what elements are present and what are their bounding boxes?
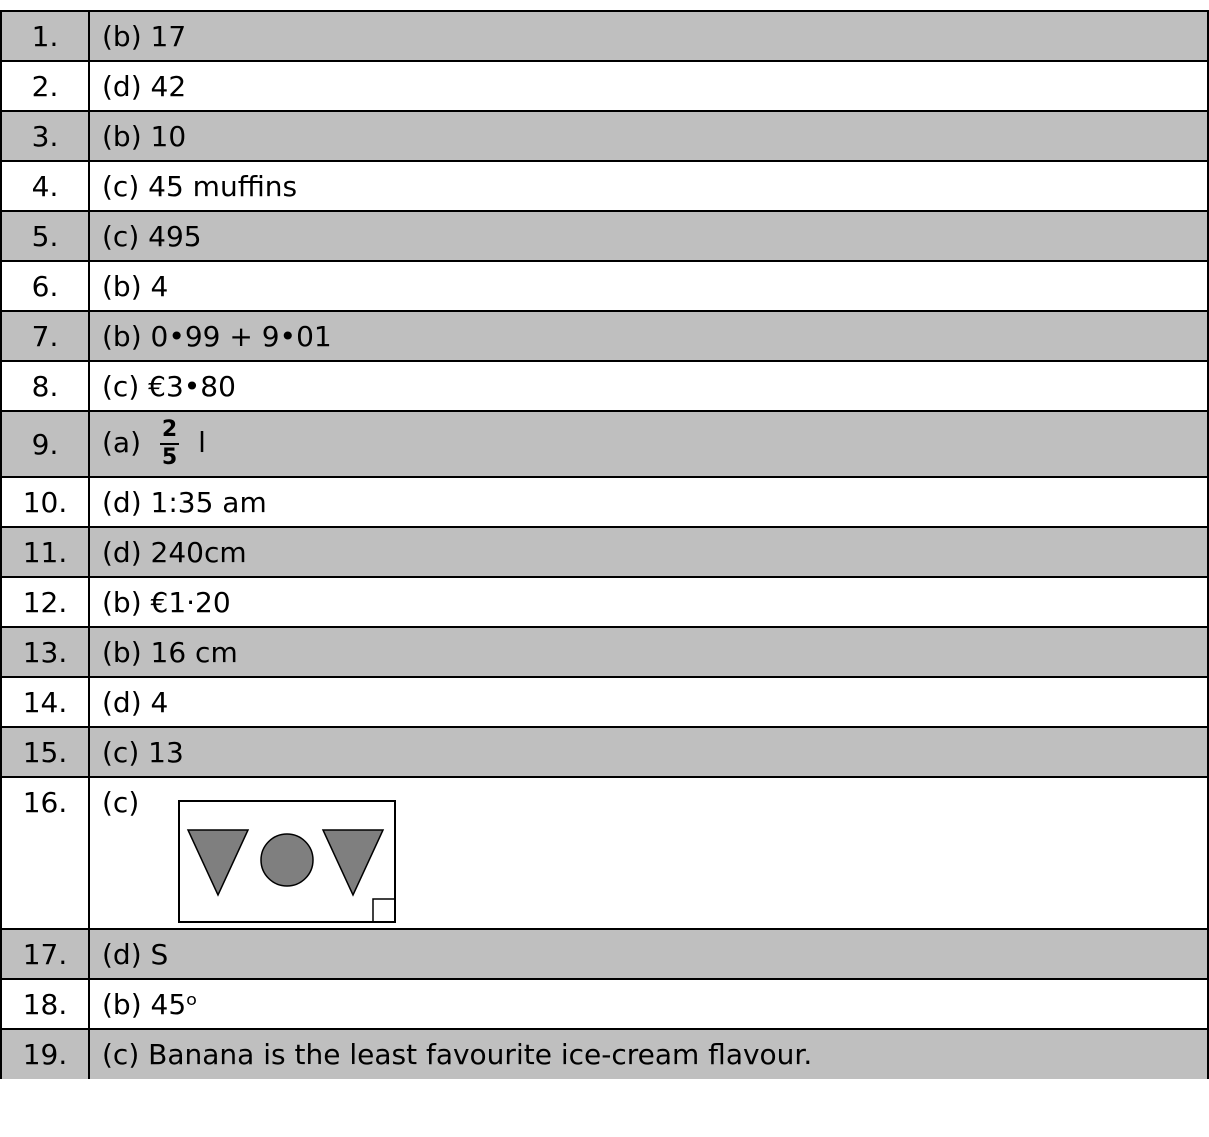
answer-option: (c) — [102, 786, 140, 819]
table-row — [1, 11, 1208, 61]
table-row — [1, 111, 1208, 161]
fraction-denominator: 5 — [161, 445, 178, 470]
table-row — [1, 727, 1208, 777]
question-number: 8. — [1, 361, 89, 411]
table-row — [1, 527, 1208, 577]
unit-label: l — [198, 426, 206, 459]
question-number: 15. — [1, 727, 89, 777]
table-row — [1, 161, 1208, 211]
answer-text: (b) 45ᵒ — [89, 979, 1208, 1029]
question-number: 7. — [1, 311, 89, 361]
question-number: 9. — [1, 411, 89, 477]
answer-text: (b) 10 — [89, 111, 1208, 161]
question-number: 17. — [1, 929, 89, 979]
table-row — [1, 577, 1208, 627]
answer-text: (c) €3•80 — [89, 361, 1208, 411]
question-number: 4. — [1, 161, 89, 211]
question-number: 19. — [1, 1029, 89, 1079]
question-number: 12. — [1, 577, 89, 627]
answer-text: (c) 495 — [89, 211, 1208, 261]
table-row — [1, 361, 1208, 411]
table-row — [1, 677, 1208, 727]
answer-text: (d) 240cm — [89, 527, 1208, 577]
table-row — [1, 1029, 1208, 1079]
shapes-figure — [178, 800, 398, 924]
answer-text: (b) 17 — [89, 11, 1208, 61]
answer-cell — [89, 777, 1208, 929]
table-row — [1, 311, 1208, 361]
answer-text: (b) 16 cm — [89, 627, 1208, 677]
answer-text: (b) 4 — [89, 261, 1208, 311]
question-number: 18. — [1, 979, 89, 1029]
question-number: 3. — [1, 111, 89, 161]
answer-text: (d) 1:35 am — [89, 477, 1208, 527]
answer-text: (d) 42 — [89, 61, 1208, 111]
question-number: 11. — [1, 527, 89, 577]
table-row — [1, 777, 1208, 929]
table-row — [1, 261, 1208, 311]
answer-text: (d) 4 — [89, 677, 1208, 727]
question-number: 14. — [1, 677, 89, 727]
answer-text: (b) 0•99 + 9•01 — [89, 311, 1208, 361]
answer-text: (b) €1·20 — [89, 577, 1208, 627]
question-number: 6. — [1, 261, 89, 311]
question-number: 10. — [1, 477, 89, 527]
answer-text: (c) 13 — [89, 727, 1208, 777]
table-row — [1, 211, 1208, 261]
fraction — [160, 419, 179, 469]
table-row — [1, 979, 1208, 1029]
question-number: 2. — [1, 61, 89, 111]
question-number: 13. — [1, 627, 89, 677]
circle-icon — [261, 834, 313, 886]
question-number: 1. — [1, 11, 89, 61]
table-row — [1, 411, 1208, 477]
answer-text: (c) 45 muffins — [89, 161, 1208, 211]
table-row — [1, 929, 1208, 979]
shapes-figure-svg — [178, 800, 398, 924]
table-row — [1, 61, 1208, 111]
fraction-numerator: 2 — [160, 419, 179, 445]
answer-text: (d) S — [89, 929, 1208, 979]
question-number: 16. — [1, 777, 89, 929]
answer-option: (a) — [102, 426, 142, 459]
table-row — [1, 477, 1208, 527]
table-row — [1, 627, 1208, 677]
answer-cell — [89, 411, 1208, 477]
question-number: 5. — [1, 211, 89, 261]
answer-key-table — [0, 10, 1209, 1079]
answer-text: (c) Banana is the least favourite ice-cream flavour. — [89, 1029, 1208, 1079]
